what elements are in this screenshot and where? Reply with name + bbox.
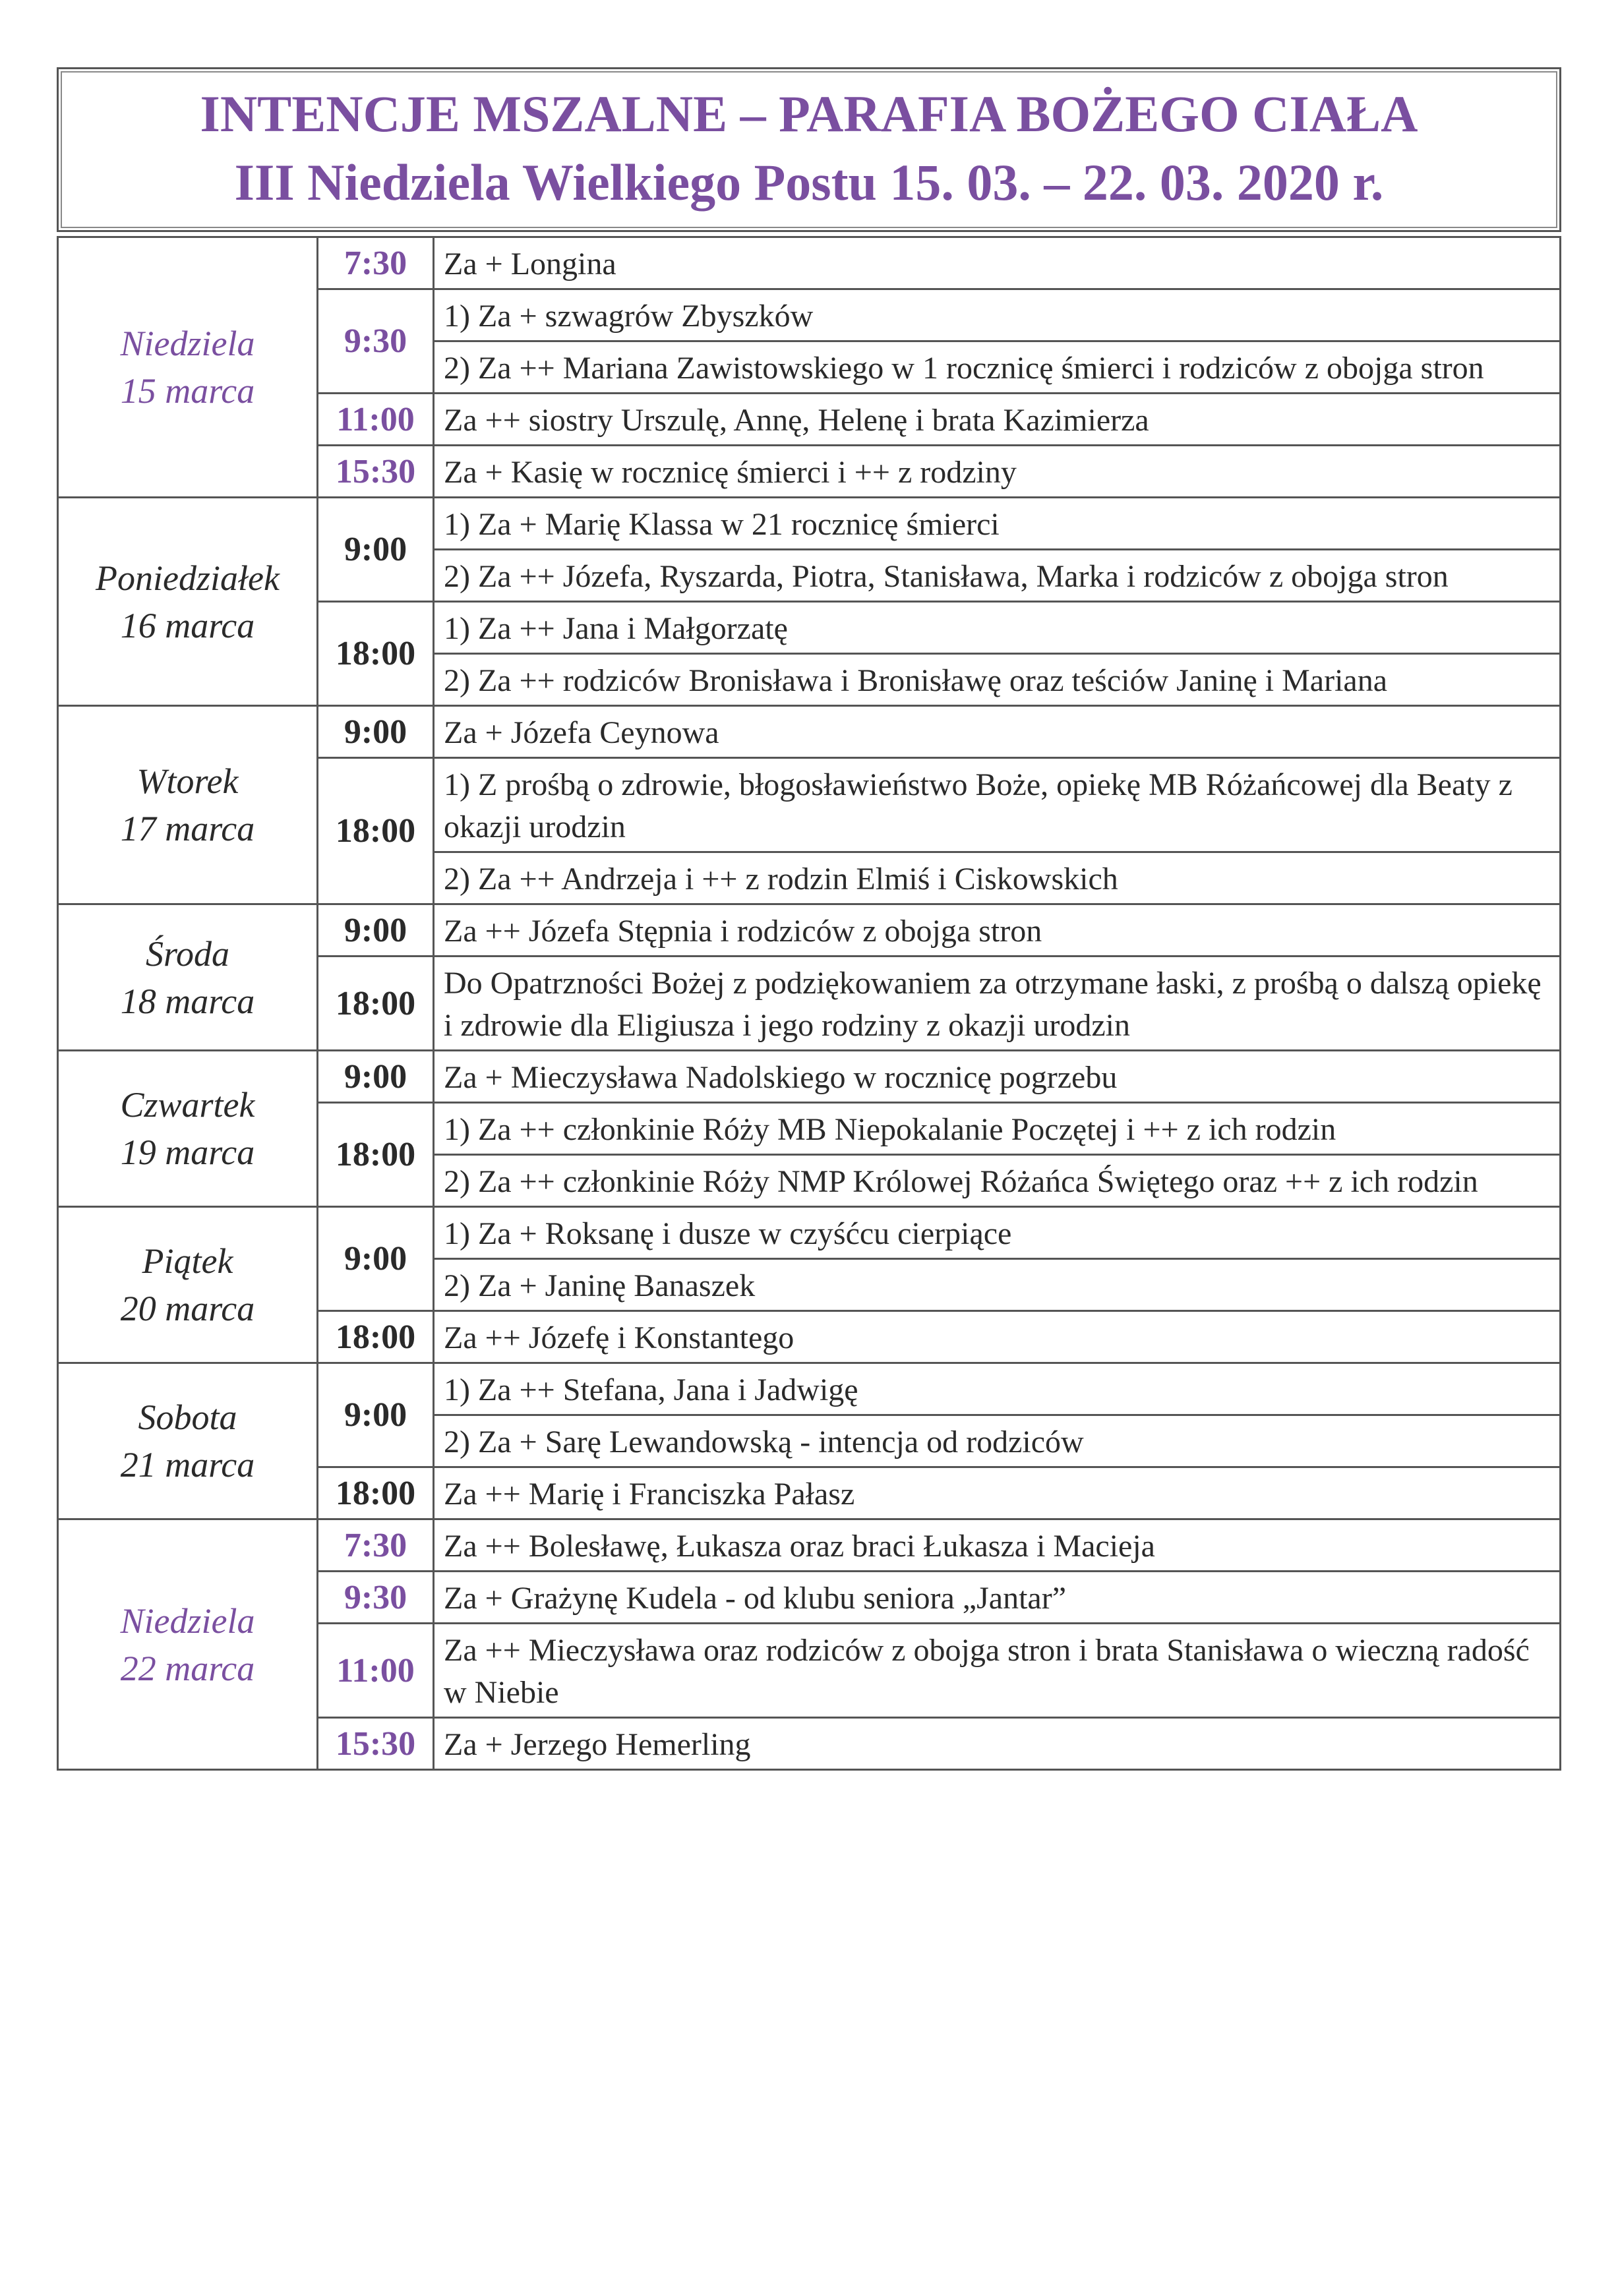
mass-time: 18:00 <box>318 759 434 903</box>
day-name: Niedziela <box>120 324 255 363</box>
intention-text: 1) Za + Marię Klassa w 21 rocznicę śmierci <box>444 507 1000 542</box>
intention-text: Za + Grażynę Kudela - od klubu seniora „Jantar” <box>444 1581 1067 1616</box>
mass-list <box>318 1520 1559 1769</box>
intention-list <box>434 498 1559 601</box>
mass-list <box>318 707 1559 903</box>
intention-text: 1) Za + Roksanę i dusze w czyśćcu cierpiące <box>444 1216 1012 1251</box>
intention-text: 2) Za ++ Józefa, Ryszarda, Piotra, Stanisława, Marka i rodziców z obojga stron <box>434 548 1559 601</box>
day-label <box>59 1051 318 1206</box>
mass-row <box>318 1622 1559 1717</box>
intention-list <box>434 1572 1559 1622</box>
mass-row <box>318 1520 1559 1570</box>
intention-text: Za + Longina <box>444 247 616 281</box>
intention-list <box>434 1051 1559 1102</box>
mass-row <box>318 238 1559 288</box>
day-block <box>57 1364 1561 1520</box>
mass-time: 7:30 <box>318 1520 434 1570</box>
mass-time: 18:00 <box>318 1468 434 1518</box>
schedule-table <box>57 236 1561 1771</box>
intention-list <box>434 1104 1559 1206</box>
intention-text: Za + Mieczysława Nadolskiego w rocznicę pogrzebu <box>444 1060 1118 1095</box>
mass-time: 9:00 <box>318 707 434 757</box>
intention-text: 1) Za ++ Stefana, Jana i Jadwigę <box>444 1372 858 1407</box>
intention-list <box>434 1624 1559 1717</box>
intention-text: Za ++ Józefa Stępnia i rodziców z obojga stron <box>444 914 1042 949</box>
mass-time: 15:30 <box>318 446 434 496</box>
mass-time: 15:30 <box>318 1719 434 1769</box>
intention-text: Za ++ Mieczysława oraz rodziców z obojga stron i brata Stanisława o wieczną radość w Niebie <box>444 1633 1530 1710</box>
mass-row <box>318 1102 1559 1206</box>
day-date: 22 marca <box>120 1648 255 1688</box>
mass-list <box>318 238 1559 496</box>
intention-text: Za ++ Bolesławę, Łukasza oraz braci Łukasza i Macieja <box>444 1529 1155 1564</box>
mass-row <box>318 498 1559 601</box>
day-name: Środa <box>145 933 229 974</box>
mass-list <box>318 1364 1559 1518</box>
mass-row <box>318 707 1559 757</box>
mass-time: 9:00 <box>318 905 434 955</box>
mass-row <box>318 392 1559 444</box>
mass-list <box>318 905 1559 1049</box>
mass-time: 9:30 <box>318 290 434 392</box>
day-date: 17 marca <box>120 809 255 848</box>
mass-row <box>318 1051 1559 1102</box>
intention-text: 1) Za ++ członkinie Róży MB Niepokalanie Poczętej i ++ z ich rodzin <box>444 1112 1336 1147</box>
intention-list <box>434 905 1559 955</box>
intention-text: 2) Za ++ członkinie Róży NMP Królowej Różańca Świętego oraz ++ z ich rodzin <box>434 1154 1559 1206</box>
day-name: Sobota <box>138 1398 237 1437</box>
intention-list <box>434 1312 1559 1362</box>
intention-list <box>434 603 1559 705</box>
mass-list <box>318 498 1559 705</box>
mass-time: 18:00 <box>318 603 434 705</box>
mass-time: 11:00 <box>318 394 434 444</box>
intention-list <box>434 1468 1559 1518</box>
mass-time: 9:00 <box>318 498 434 601</box>
day-label <box>59 498 318 705</box>
mass-row <box>318 905 1559 955</box>
intention-text: 2) Za + Sarę Lewandowską - intencja od rodziców <box>434 1414 1559 1466</box>
day-block <box>57 1208 1561 1364</box>
mass-time: 18:00 <box>318 957 434 1049</box>
day-name: Czwartek <box>120 1085 255 1125</box>
mass-row <box>318 444 1559 496</box>
day-name: Wtorek <box>136 761 239 801</box>
intentions-sheet <box>57 67 1561 1771</box>
intention-list <box>434 1208 1559 1310</box>
intention-text: 2) Za ++ Andrzeja i ++ z rodzin Elmiś i Ciskowskich <box>434 851 1559 903</box>
day-date: 20 marca <box>120 1289 255 1328</box>
mass-row <box>318 288 1559 392</box>
day-date: 15 marca <box>120 371 255 411</box>
day-block <box>57 905 1561 1051</box>
mass-time: 9:00 <box>318 1364 434 1466</box>
day-label <box>59 707 318 903</box>
intention-text: Za + Jerzego Hemerling <box>444 1727 751 1762</box>
intention-list <box>434 1520 1559 1570</box>
day-block <box>57 498 1561 707</box>
mass-row <box>318 757 1559 903</box>
mass-row <box>318 601 1559 705</box>
intention-text: 2) Za + Janinę Banaszek <box>434 1258 1559 1310</box>
intention-list <box>434 759 1559 903</box>
mass-time: 9:00 <box>318 1208 434 1310</box>
mass-time: 9:00 <box>318 1051 434 1102</box>
day-date: 21 marca <box>120 1445 255 1485</box>
day-label <box>59 1364 318 1518</box>
page-subtitle: III Niedziela Wielkiego Postu 15. 03. – 22. 03. 2020 r. <box>234 154 1384 211</box>
day-label <box>59 1520 318 1769</box>
intention-list <box>434 957 1559 1049</box>
mass-row <box>318 1364 1559 1466</box>
day-block <box>57 1520 1561 1771</box>
mass-row <box>318 1208 1559 1310</box>
day-date: 18 marca <box>120 981 255 1021</box>
intention-list <box>434 1719 1559 1769</box>
intention-list <box>434 446 1559 496</box>
mass-row <box>318 1717 1559 1769</box>
mass-time: 18:00 <box>318 1312 434 1362</box>
day-date: 16 marca <box>120 605 255 645</box>
day-label <box>59 1208 318 1362</box>
mass-time: 18:00 <box>318 1104 434 1206</box>
intention-text: 1) Za + szwagrów Zbyszków <box>444 299 814 334</box>
intention-text: Za ++ Marię i Franciszka Pałasz <box>444 1477 855 1512</box>
intention-text: Za ++ Józefę i Konstantego <box>444 1320 794 1355</box>
intention-text: Do Opatrzności Bożej z podziękowaniem za otrzymane łaski, z prośbą o dalszą opiekę i zdrowie dla Eligiusza i jego rodziny z okazji urodzin <box>444 966 1542 1043</box>
intention-text: Za + Józefa Ceynowa <box>444 715 719 750</box>
day-name: Poniedziałek <box>96 558 280 598</box>
mass-row <box>318 1570 1559 1622</box>
mass-time: 11:00 <box>318 1624 434 1717</box>
mass-time: 9:30 <box>318 1572 434 1622</box>
day-label <box>59 238 318 496</box>
mass-time: 7:30 <box>318 238 434 288</box>
day-block <box>57 707 1561 905</box>
intention-list <box>434 394 1559 444</box>
intention-text: 2) Za ++ rodziców Bronisława i Bronisławę oraz teściów Janinę i Mariana <box>434 653 1559 705</box>
day-name: Niedziela <box>120 1601 255 1641</box>
day-block <box>57 1051 1561 1208</box>
intention-list <box>434 238 1559 288</box>
intention-text: 2) Za ++ Mariana Zawistowskiego w 1 rocznicę śmierci i rodziców z obojga stron <box>434 340 1559 392</box>
page-title: INTENCJE MSZALNE – PARAFIA BOŻEGO CIAŁA <box>200 85 1418 142</box>
day-date: 19 marca <box>120 1133 255 1172</box>
intention-text: 1) Za ++ Jana i Małgorzatę <box>444 611 788 646</box>
mass-row <box>318 1310 1559 1362</box>
mass-list <box>318 1051 1559 1206</box>
mass-row <box>318 1466 1559 1518</box>
intention-text: Za ++ siostry Urszulę, Annę, Helenę i brata Kazimierza <box>444 403 1149 438</box>
header-box <box>57 67 1561 232</box>
day-label <box>59 905 318 1049</box>
day-block <box>57 236 1561 498</box>
mass-list <box>318 1208 1559 1362</box>
day-name: Piątek <box>142 1241 233 1281</box>
intention-list <box>434 707 1559 757</box>
intention-list <box>434 290 1559 392</box>
intention-text: Za + Kasię w rocznicę śmierci i ++ z rodziny <box>444 455 1017 490</box>
intention-text: 1) Z prośbą o zdrowie, błogosławieństwo Boże, opiekę MB Różańcowej dla Beaty z okazji urodzin <box>444 767 1513 844</box>
intention-list <box>434 1364 1559 1466</box>
mass-row <box>318 955 1559 1049</box>
